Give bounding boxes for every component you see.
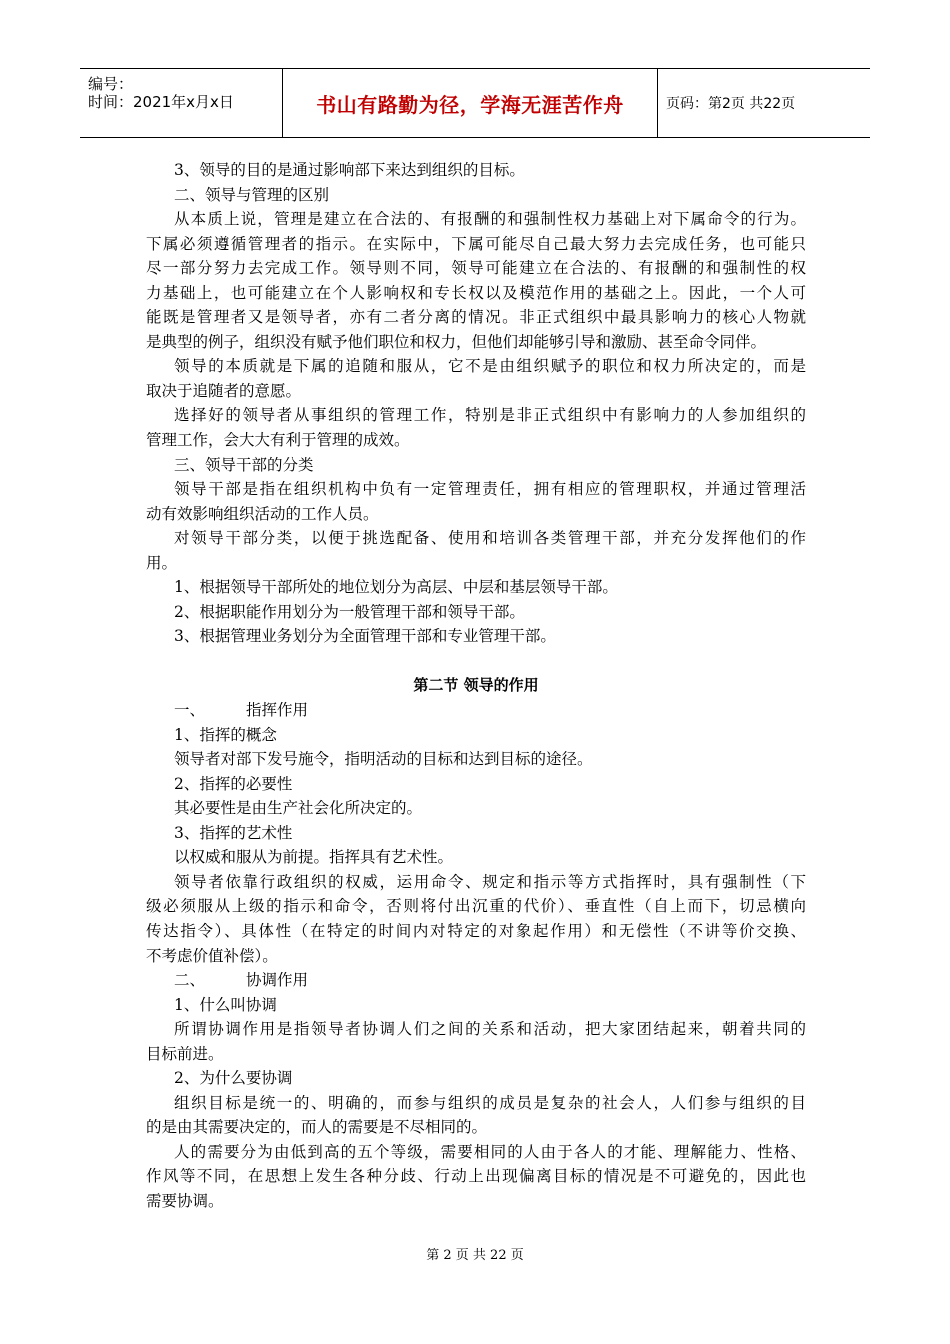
paragraph-line: 人的需要分为由低到高的五个等级，需要相同的人由于各人的才能、理解能力、性格、 [174,1142,806,1161]
section-title: 协调作用 [246,971,309,990]
paragraph-line: 传达指令）、具体性（在特定的时间内对特定的对象起作用）和无偿性（不讲等价交换、 [146,921,806,940]
paragraph-line: 需要协调。 [146,1191,224,1210]
paragraph-line: 用。 [146,553,178,572]
paragraph-line: 取决于追随者的意愿。 [146,381,302,400]
section-number: 二、 [174,971,206,990]
number-label: 编号： [88,75,134,93]
paragraph-line: 级必须服从上级的指示和命令，否则将付出沉重的代价）、垂直性（自上而下，切忌横向 [146,897,806,916]
paragraph-line: 不考虑价值补偿）。 [146,946,278,965]
page-footer: 第 2 页 共 22 页 [426,1248,524,1263]
sub-heading: 1、什么叫协调 [174,995,277,1014]
paragraph-line: 从本质上说，管理是建立在合法的、有报酬的和强制性权力基础上对下属命令的行为。 [174,210,806,229]
paragraph-line: 领导者依靠行政组织的权威，运用命令、规定和指示等方式指挥时，具有强制性（下 [174,872,806,891]
section-heading [146,968,806,993]
sub-heading: 3、指挥的艺术性 [174,823,293,842]
list-item: 2、根据职能作用划分为一般管理干部和领导干部。 [174,602,525,621]
paragraph-line: 管理工作，会大大有利于管理的成效。 [146,431,410,450]
paragraph-line: 尽一部分努力去完成工作。领导则不同，领导可能建立在合法的、有报酬的和强制性的权 [146,259,806,278]
paragraph-line: 选择好的领导者从事组织的管理工作，特别是非正式组织中有影响力的人参加组织的 [174,406,806,425]
sub-heading: 2、指挥的必要性 [174,774,293,793]
sub-heading: 1、指挥的概念 [174,725,277,744]
paragraph-line: 其必要性是由生产社会化所决定的。 [174,799,423,818]
paragraph-line: 下属必须遵循管理者的指示。在实际中，下属可能尽自己最大努力去完成任务，也可能只 [146,234,806,253]
paragraph-line: 领导者对部下发号施令，指明活动的目标和达到目标的途径。 [174,750,593,769]
paragraph-line: 3、领导的目的是通过影响部下来达到组织的目标。 [174,161,525,179]
paragraph-line: 动有效影响组织活动的工作人员。 [146,504,379,523]
paragraph-line: 是典型的例子，组织没有赋予他们职位和权力，但他们却能够引导和激励、甚至命令同伴。 [146,332,767,351]
header-motto: 书山有路勤为径，学海无涯苦作舟 [283,69,658,137]
list-item: 3、根据管理业务划分为全面管理干部和专业管理干部。 [174,627,556,646]
paragraph-line: 以权威和服从为前提。指挥具有艺术性。 [174,848,454,867]
paragraph-line: 能既是管理者又是领导者，亦有二者分离的情况。非正式组织中最具影响力的核心人物就 [146,308,806,327]
page-header [80,68,870,138]
document-body [146,158,806,1214]
list-item: 1、根据领导干部所处的地位划分为高层、中层和基层领导干部。 [174,578,618,597]
paragraph-line: 对领导干部分类，以便于挑选配备、使用和培训各类管理干部，并充分发挥他们的作 [174,529,806,548]
paragraph-line: 所谓协调作用是指领导者协调人们之间的关系和活动，把大家团结起来，朝着共同的 [174,1020,806,1039]
section-heading: 三、领导干部的分类 [174,455,314,474]
paragraph-line: 目标前进。 [146,1044,224,1063]
chapter-title: 第二节 领导的作用 [413,676,539,695]
section-heading [146,698,806,723]
paragraph-line: 的是由其需要决定的，而人的需要是不尽相同的。 [146,1118,488,1137]
paragraph-line: 领导的本质就是下属的追随和服从，它不是由组织赋予的职位和权力所决定的，而是 [174,357,806,376]
paragraph-line: 作风等不同，在思想上发生各种分歧、行动上出现偏离目标的情况是不可避免的，因此也 [146,1167,806,1186]
paragraph-line: 组织目标是统一的、明确的，而参与组织的成员是复杂的社会人，人们参与组织的目 [174,1093,806,1112]
date-label: 时间：2021年x月x日 [88,93,234,111]
header-page-info: 页码：第2页 共22页 [666,96,796,112]
section-number: 一、 [174,701,206,720]
paragraph-line: 领导干部是指在组织机构中负有一定管理责任，拥有相应的管理职权，并通过管理活 [174,480,806,499]
blank-line [146,649,806,674]
section-heading: 二、领导与管理的区别 [174,185,330,204]
section-title: 指挥作用 [246,701,309,720]
header-meta [80,69,283,137]
paragraph-line: 力基础上，也可能建立在个人影响权和专长权以及模范作用的基础之上。因此，一个人可 [146,283,806,302]
sub-heading: 2、为什么要协调 [174,1069,293,1088]
